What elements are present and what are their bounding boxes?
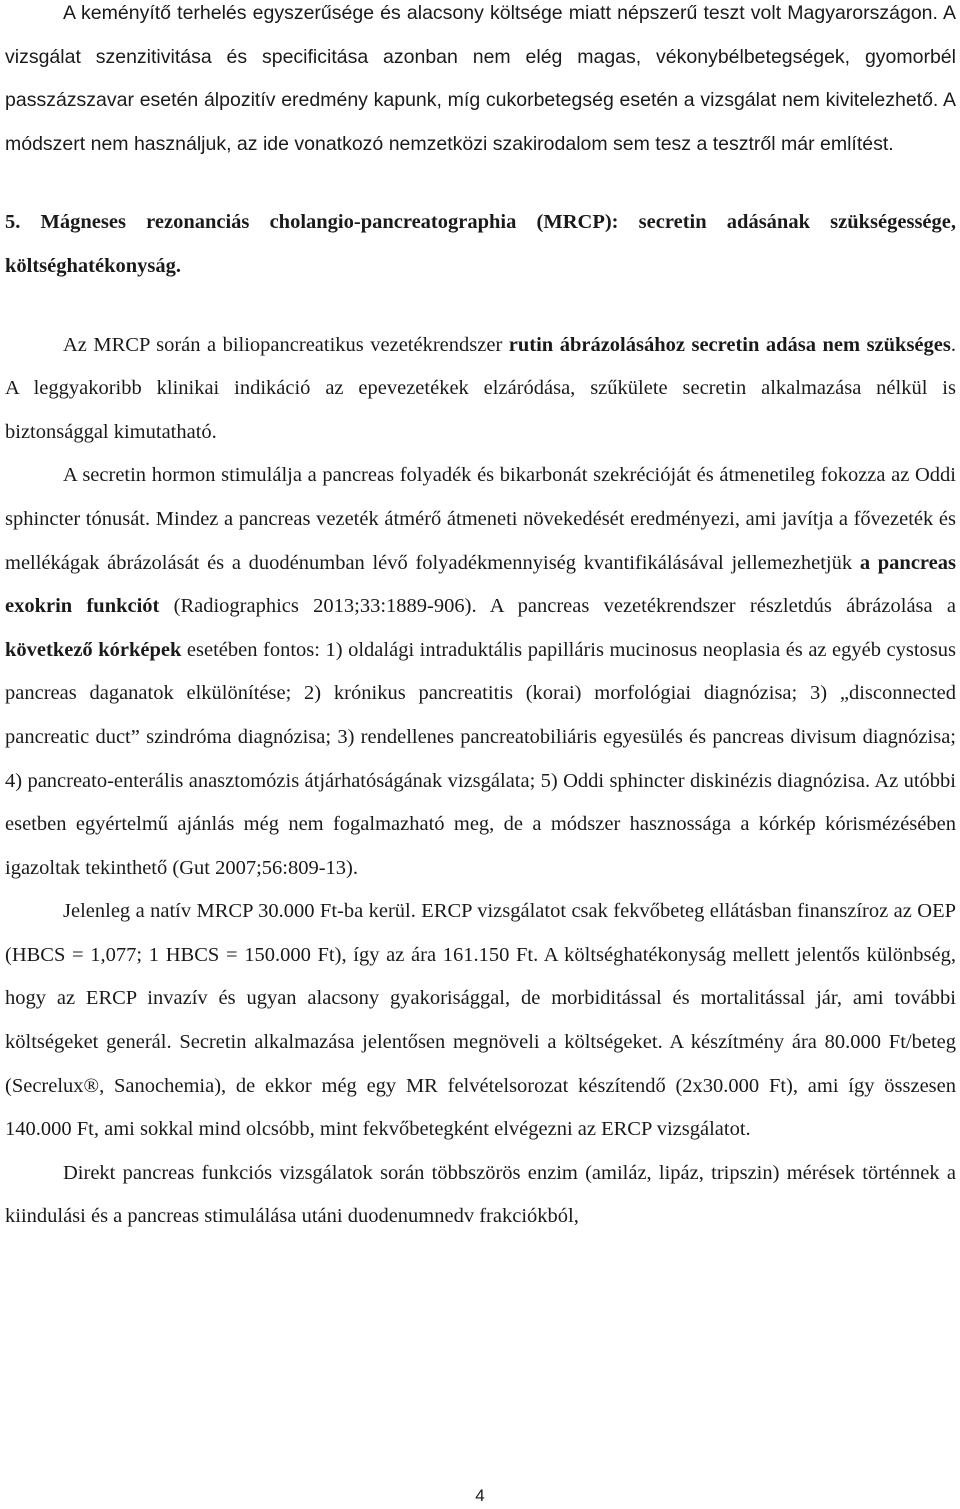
paragraph-text: Jelenleg a natív MRCP 30.000 Ft-ba kerül. ERCP vizsgálatot csak fekvőbeteg ellátásban finanszíroz az OEP (HBCS = 1,077; 1 HBCS = 150.000 Ft), így az ára 161.150 Ft. A költséghatékonyság mellett jelentős különbség, hogy az ERCP invazív és ugyan alacsony gyakorisággal, de morbiditással és mortalitással jár, ami további költségeket generál. Secretin alkalmazása jelentősen megnöveli a költségeket. A készítmény ára 80.000 Ft/beteg (Secrelux®, Sanochemia), de ekkor még egy MR felvételsorozat készítendő (2x30.000 Ft), ami így összesen 140.000 Ft, ami sokkal mind olcsóbb, mint fekvőbetegként elvégezni az ERCP vizsgálatot. bbox=[5, 900, 956, 1141]
paragraph-mrcp-intro bbox=[5, 324, 956, 455]
paragraph-text: A secretin hormon stimulálja a pancreas folyadék és bikarbonát szekrécióját és átmenetileg fokozza az Oddi sphincter tónusát. Mindez a pancreas vezeték átmérő átmeneti növekedését eredményezi, ami javítja a fővezeték és mellékágak ábrázolását és a duodénumban lévő folyadékmennyiség kvantifikálásával jellemezhetjük bbox=[5, 464, 956, 574]
paragraph-text: A keményítő terhelés egyszerűsége és alacsony költsége miatt népszerű teszt volt Magyarországon. A vizsgálat szenzitivitása és specificitása azonban nem elég magas, vékonybélbetegségek, gyomorbél passzázszavar esetén álpozitív eredmény kapunk, míg cukorbetegség esetén a vizsgálat nem kivitelezhető. A módszert nem használjuk, az ide vonatkozó nemzetközi szakirodalom sem tesz a tesztről már említést. bbox=[5, 2, 956, 155]
bold-phrase: a pancreas exokrin funkciót bbox=[5, 551, 956, 618]
paragraph-keményítő-teszt bbox=[5, 0, 956, 166]
paragraph-text: Az MRCP során a biliopancreatikus vezetékrendszer bbox=[63, 333, 509, 356]
document-page bbox=[5, 0, 956, 1239]
paragraph-text: esetében fontos: 1) oldalági intraduktális papilláris mucinosus neoplasia és az egyéb cystosus pancreas daganatok elkülönítése; 2) krónikus pancreatitis (korai) morfológiai diagnózisa; 3) „disconnected pancreatic duct” szindróma diagnózisa; 3) rendellenes pancreatobiliáris egyesülés és pancreas divisum diagnózisa; 4) pancreato-enterális anasztomózis átjárhatóságának vizsgálata; 5) Oddi sphincter diskinézis diagnózisa. Az utóbbi esetben egyértelmű ajánlás még nem fogalmazható meg, de a módszer hasznossága a kórkép kórismézésében igazoltak tekinthető (Gut 2007;56:809-13). bbox=[5, 638, 957, 879]
paragraph-direct-function bbox=[5, 1152, 956, 1239]
paragraph-cost bbox=[5, 890, 956, 1152]
section-heading-mrcp: 5. Mágneses rezonanciás cholangio-pancreatographia (MRCP): secretin adásának szükségessége, költséghatékonyság. bbox=[5, 211, 956, 277]
bold-phrase: rutin ábrázolásához secretin adása nem szükséges bbox=[508, 333, 951, 356]
bold-phrase: következő kórképek bbox=[5, 638, 182, 661]
paragraph-secretin bbox=[5, 454, 956, 890]
paragraph-text: Direkt pancreas funkciós vizsgálatok során többszörös enzim (amiláz, lipáz, tripszin) mérések történnek a kiindulási és a pancreas stimulálása utáni duodenumnedv frakciókból, bbox=[5, 1161, 956, 1228]
page-number: 4 bbox=[475, 1486, 485, 1505]
paragraph-text: . A leggyakoribb klinikai indikáció az epevezetékek elzáródása, szűkülete secretin alkalmazása nélkül is biztonsággal kimutatható. bbox=[5, 333, 956, 443]
paragraph-text: (Radiographics 2013;33:1889-906). A pancreas vezetékrendszer részletdús ábrázolása a bbox=[159, 595, 956, 618]
